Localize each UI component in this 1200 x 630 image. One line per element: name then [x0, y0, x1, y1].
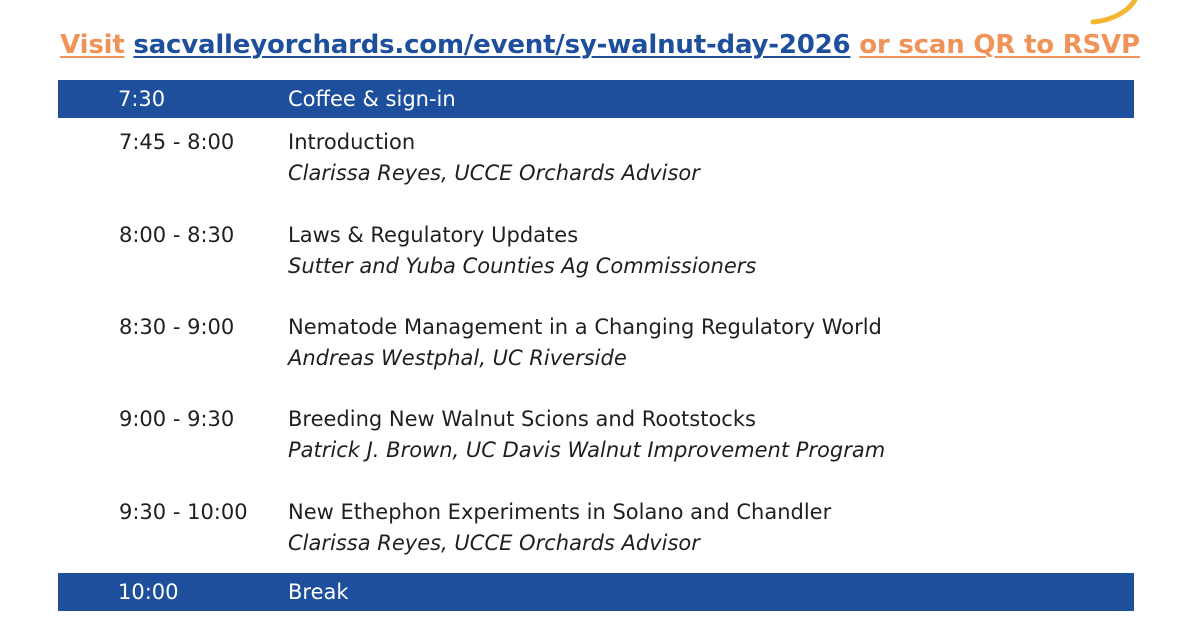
- session-title: New Ethephon Experiments in Solano and Chandler: [288, 500, 832, 524]
- band-title: Break: [288, 580, 349, 604]
- session-time: 9:30 - 10:00: [119, 500, 248, 524]
- agenda-session: [0, 404, 1200, 474]
- session-title: Nematode Management in a Changing Regulatory World: [288, 315, 882, 339]
- agenda-session: [0, 127, 1200, 197]
- band-time: 7:30: [118, 87, 166, 111]
- rsvp-instructions: or scan QR to RSVP: [859, 30, 1140, 60]
- session-speaker: Clarissa Reyes, UCCE Orchards Advisor: [288, 161, 700, 185]
- rsvp-link[interactable]: sacvalleyorchards.com/event/sy-walnut-day-2026: [133, 30, 851, 60]
- decorative-swoosh-icon: [1085, 0, 1145, 26]
- session-title: Laws & Regulatory Updates: [288, 223, 579, 247]
- session-time: 8:30 - 9:00: [119, 315, 235, 339]
- rsvp-banner: [0, 27, 1200, 63]
- agenda-band-break: [58, 573, 1134, 611]
- agenda-session: [0, 497, 1200, 567]
- session-title: Breeding New Walnut Scions and Rootstocks: [288, 407, 756, 431]
- session-speaker: Patrick J. Brown, UC Davis Walnut Improvement Program: [288, 438, 886, 462]
- session-time: 8:00 - 8:30: [119, 223, 235, 247]
- session-speaker: Andreas Westphal, UC Riverside: [288, 346, 627, 370]
- band-title: Coffee & sign-in: [288, 87, 456, 111]
- agenda-session: [0, 312, 1200, 382]
- session-speaker: Clarissa Reyes, UCCE Orchards Advisor: [288, 531, 700, 555]
- visit-label: Visit: [60, 30, 125, 60]
- session-time: 9:00 - 9:30: [119, 407, 235, 431]
- session-speaker: Sutter and Yuba Counties Ag Commissioners: [288, 254, 757, 278]
- session-title: Introduction: [288, 130, 416, 154]
- agenda-band-coffee: [58, 80, 1134, 118]
- agenda-session: [0, 220, 1200, 290]
- session-time: 7:45 - 8:00: [119, 130, 235, 154]
- band-time: 10:00: [118, 580, 179, 604]
